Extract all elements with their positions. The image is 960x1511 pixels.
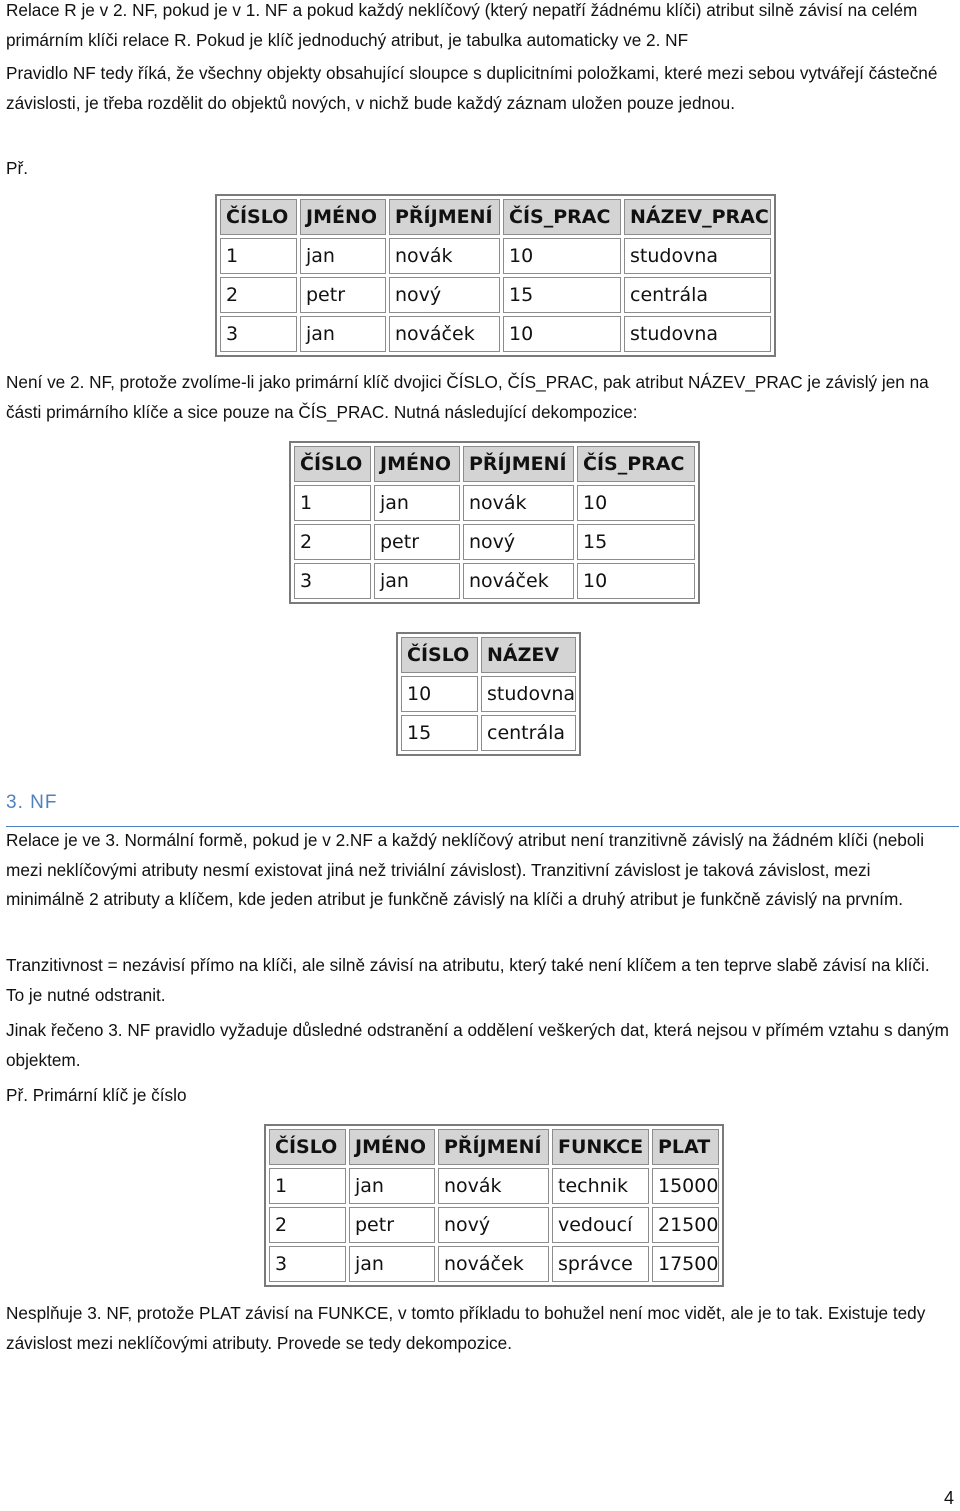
table-cell: novák	[438, 1168, 549, 1204]
example-label-1: Př.	[6, 158, 28, 178]
table-row	[269, 1246, 719, 1282]
3nf-rule-paragraph: Jinak řečeno 3. NF pravidlo vyžaduje důsledné odstranění a oddělení veškerých dat, která nejsou v přímém vztahu s daným objektem.	[6, 1020, 949, 1070]
table-cell: 3	[269, 1246, 346, 1282]
table-header-row	[220, 199, 771, 235]
table-cell: 10	[577, 485, 695, 521]
page-number: 4	[943, 1488, 954, 1508]
table-cell: vedoucí	[552, 1207, 649, 1243]
table-cell: 10	[503, 316, 621, 352]
table-workplaces	[396, 632, 581, 756]
table-cell: 15	[401, 715, 478, 751]
table-cell: 15	[577, 524, 695, 560]
table-cell: studovna	[624, 238, 771, 274]
table-row	[220, 316, 771, 352]
table-cell: nový	[438, 1207, 549, 1243]
table-row	[220, 277, 771, 313]
table-cell: 17500	[652, 1246, 719, 1282]
column-header: NÁZEV_PRAC	[624, 199, 771, 235]
column-header: ČÍSLO	[269, 1129, 346, 1165]
table-cell: 10	[577, 563, 695, 599]
column-header: ČÍSLO	[401, 637, 478, 673]
table-cell: petr	[300, 277, 386, 313]
table-cell: studovna	[481, 676, 576, 712]
column-header: FUNKCE	[552, 1129, 649, 1165]
table-header-row	[294, 446, 695, 482]
not-2nf-paragraph: Není ve 2. NF, protože zvolíme-li jako primární klíč dvojici ČÍSLO, ČÍS_PRAC, pak atribut NÁZEV_PRAC je závislý jen na části primárního klíče a sice pouze na ČÍS_PRAC. Nutná následující dekompozice:	[6, 372, 929, 422]
table-cell: 1	[220, 238, 297, 274]
column-header: JMÉNO	[300, 199, 386, 235]
table-header-row	[401, 637, 576, 673]
table-cell: centrála	[481, 715, 576, 751]
table-employees	[289, 441, 700, 604]
column-header: JMÉNO	[374, 446, 460, 482]
table-cell: 15000	[652, 1168, 719, 1204]
table-cell: 3	[220, 316, 297, 352]
table-row	[294, 524, 695, 560]
table-employees-workplace	[215, 194, 776, 357]
column-header: JMÉNO	[349, 1129, 435, 1165]
column-header: ČÍS_PRAC	[577, 446, 695, 482]
table-row	[294, 485, 695, 521]
3nf-definition-paragraph: Relace je ve 3. Normální formě, pokud je v 2.NF a každý neklíčový atribut není tranzitivně závislý na žádném klíči (neboli mezi neklíčovými atributy nesmí existovat jiná než triviální závislost). Tranzitivní závislost je taková závislost, mezi minimálně 2 atributy a klíčem, kde jeden atribut je funkčně závislý na klíči a druhý atribut je funkčně závislý na prvním.	[6, 830, 925, 909]
table-cell: 1	[294, 485, 371, 521]
table-cell: 2	[294, 524, 371, 560]
table-cell: jan	[300, 238, 386, 274]
table-cell: nový	[463, 524, 574, 560]
table-row	[269, 1207, 719, 1243]
table-cell: novák	[389, 238, 500, 274]
not-3nf-paragraph: Nesplňuje 3. NF, protože PLAT závisí na FUNKCE, v tomto příkladu to bohužel není moc vidět, ale je to tak. Existuje tedy závislost mezi neklíčovými atributy. Provede se tedy dekompozice.	[6, 1303, 926, 1353]
table-cell: nováček	[438, 1246, 549, 1282]
column-header: ČÍS_PRAC	[503, 199, 621, 235]
table-cell: jan	[374, 563, 460, 599]
table-cell: 10	[401, 676, 478, 712]
table-cell: nový	[389, 277, 500, 313]
column-header: ČÍSLO	[294, 446, 371, 482]
table-row	[401, 715, 576, 751]
table-employees-salary	[264, 1124, 724, 1287]
column-header: PŘÍJMENÍ	[463, 446, 574, 482]
table-row	[294, 563, 695, 599]
table-row	[269, 1168, 719, 1204]
table-header-row	[269, 1129, 719, 1165]
table-cell: jan	[374, 485, 460, 521]
section-heading-3nf: 3. NF	[6, 792, 58, 813]
table-cell: petr	[349, 1207, 435, 1243]
table-cell: jan	[300, 316, 386, 352]
table-cell: 15	[503, 277, 621, 313]
table-cell: 2	[220, 277, 297, 313]
example-label-2: Př. Primární klíč je číslo	[6, 1085, 187, 1105]
table-cell: jan	[349, 1246, 435, 1282]
table-cell: novák	[463, 485, 574, 521]
table-cell: 21500	[652, 1207, 719, 1243]
column-header: PŘÍJMENÍ	[438, 1129, 549, 1165]
table-cell: správce	[552, 1246, 649, 1282]
column-header: ČÍSLO	[220, 199, 297, 235]
intro-paragraph-2: Pravidlo NF tedy říká, že všechny objekty obsahující sloupce s duplicitními položkami, které mezi sebou vytvářejí částečné závislosti, je třeba rozdělit do objektů nových, v nichž bude každý záznam uložen pouze jednou.	[6, 63, 938, 113]
table-cell: 10	[503, 238, 621, 274]
table-row	[401, 676, 576, 712]
column-header: PLAT	[652, 1129, 719, 1165]
table-row	[220, 238, 771, 274]
intro-paragraph-1: Relace R je v 2. NF, pokud je v 1. NF a pokud každý neklíčový (který nepatří žádnému klíči) atribut silně závisí na celém primárním klíči relace R. Pokud je klíč jednoduchý atribut, je tabulka automaticky ve 2. NF	[6, 0, 918, 50]
table-cell: technik	[552, 1168, 649, 1204]
table-cell: studovna	[624, 316, 771, 352]
table-cell: petr	[374, 524, 460, 560]
table-cell: 1	[269, 1168, 346, 1204]
table-cell: nováček	[463, 563, 574, 599]
table-cell: 3	[294, 563, 371, 599]
table-cell: jan	[349, 1168, 435, 1204]
column-header: NÁZEV	[481, 637, 576, 673]
column-header: PŘÍJMENÍ	[389, 199, 500, 235]
table-cell: nováček	[389, 316, 500, 352]
table-cell: centrála	[624, 277, 771, 313]
transitivity-paragraph: Tranzitivnost = nezávisí přímo na klíči, ale silně závisí na atributu, který také není klíčem a ten teprve slabě závisí na klíči. To je nutné odstranit.	[6, 955, 930, 1005]
table-cell: 2	[269, 1207, 346, 1243]
